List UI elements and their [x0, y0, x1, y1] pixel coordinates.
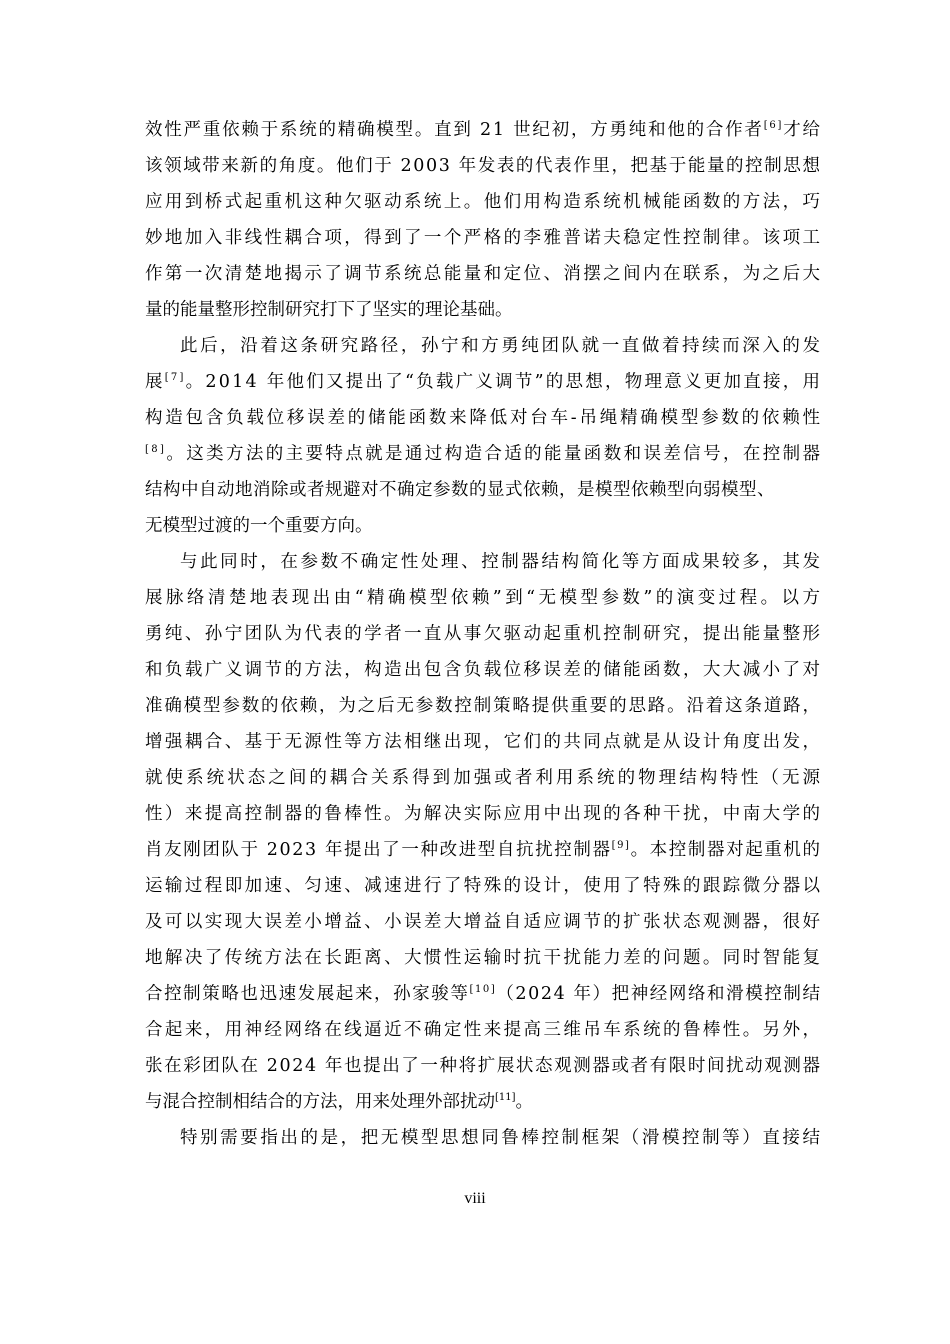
- text-run: 准确模型参数的依赖，为之后无参数控制策略提供重要的思路。沿着这条道路，: [145, 696, 822, 716]
- text-run: 张在彩团队在 2024 年也提出了一种将扩展状态观测器或者有限时间扰动观测器: [145, 1056, 822, 1076]
- text-line: [145, 436, 823, 472]
- text-run: 才给: [783, 120, 822, 140]
- text-line: [145, 832, 820, 868]
- text-run: 性）来提高控制器的鲁棒性。为解决实际应用中出现的各种干扰，中南大学的: [145, 804, 823, 824]
- text-line: [145, 688, 820, 724]
- line-text: [145, 580, 823, 616]
- text-line: [145, 652, 823, 688]
- paragraph: [145, 544, 824, 1120]
- text-line: [145, 112, 820, 148]
- text-run: 效性严重依赖于系统的精确模型。直到 21 世纪初，方勇纯和他的合作者: [145, 120, 764, 140]
- text-run: 展脉络清楚地表现出由“精确模型依赖”到“无模型参数”的演变过程。以方: [145, 588, 824, 608]
- text-line: [145, 616, 823, 652]
- text-line: [145, 1120, 823, 1156]
- text-run: 。2014 年他们又提出了“负载广义调节”的思想，物理意义更加直接，用: [185, 372, 823, 392]
- line-text: [145, 904, 822, 940]
- text-run: 勇纯、孙宁团队为代表的学者一直从事欠驱动起重机控制研究，提出能量整形: [145, 624, 823, 644]
- line-text: [145, 652, 822, 688]
- line-text: [145, 220, 822, 256]
- text-line: [145, 472, 820, 508]
- text-line: [145, 256, 823, 292]
- line-text: [145, 724, 822, 760]
- text-run: 增强耦合、基于无源性等方法相继出现，它们的共同点就是从设计角度出发，: [145, 732, 823, 752]
- text-run: 与此同时，在参数不确定性处理、控制器结构简化等方面成果较多，其发: [180, 552, 823, 572]
- text-run: 和负载广义调节的方法，构造出包含负载位移误差的储能函数，大大减小了对: [145, 660, 823, 680]
- text-line: [145, 868, 823, 904]
- citation-reference[interactable]: [7]: [164, 372, 186, 383]
- line-text: [145, 976, 822, 1012]
- paragraph: [145, 328, 823, 544]
- line-text: [145, 688, 822, 724]
- line-text: [145, 760, 823, 796]
- line-text: [180, 1120, 823, 1156]
- text-run: 就使系统状态之间的耦合关系得到加强或者利用系统的物理结构特性（无源: [145, 768, 824, 788]
- text-run: 合起来，用神经网络在线逼近不确定性来提高三维吊车系统的鲁棒性。另外，: [145, 1020, 823, 1040]
- text-line: [145, 904, 823, 940]
- text-line: [145, 1048, 820, 1084]
- text-run: 作第一次清楚地揭示了调节系统总能量和定位、消摆之间内在联系，为之后大: [145, 264, 823, 284]
- line-text: [180, 544, 823, 580]
- text-line: [145, 400, 823, 436]
- line-text: [145, 472, 775, 508]
- citation-reference[interactable]: [9]: [611, 840, 631, 851]
- line-text: [180, 328, 823, 364]
- line-text: [145, 616, 822, 652]
- text-run: 结构中自动地消除或者规避对不确定参数的显式依赖，是模型依赖型向弱模型、: [145, 480, 775, 500]
- text-run: 与混合控制相结合的方法，用来处理外部扰动: [145, 1092, 495, 1112]
- line-text: [145, 300, 513, 320]
- text-run: 量的能量整形控制研究打下了坚实的理论基础。: [145, 300, 513, 320]
- text-line: [145, 796, 823, 832]
- citation-reference[interactable]: [10]: [469, 984, 497, 995]
- line-text: [145, 868, 822, 904]
- text-run: 。: [515, 1092, 534, 1112]
- line-text: [145, 256, 822, 292]
- text-run: 该领域带来新的角度。他们于 2003 年发表的代表作里，把基于能量的控制思想: [145, 156, 822, 176]
- text-line: [145, 292, 820, 328]
- text-run: 构造包含负载位移误差的储能函数来降低对台车-吊绳精确模型参数的依赖性: [145, 408, 823, 428]
- paragraph: [145, 1120, 823, 1156]
- text-line: [145, 940, 823, 976]
- text-run: 妙地加入非线性耦合项，得到了一个严格的李雅普诺夫稳定性控制律。该项工: [145, 228, 823, 248]
- page-body: [145, 112, 824, 1156]
- text-line: [145, 724, 823, 760]
- page-number: viii: [464, 1190, 486, 1207]
- line-text: [145, 184, 822, 220]
- text-run: 运输过程即加速、匀速、减速进行了特殊的设计，使用了特殊的跟踪微分器以: [145, 876, 823, 896]
- text-run: 此后，沿着这条研究路径，孙宁和方勇纯团队就一直做着持续而深入的发: [180, 336, 823, 356]
- line-text: [145, 148, 822, 184]
- text-line: [145, 220, 823, 256]
- text-run: （2024 年）把神经网络和滑模控制结: [496, 984, 822, 1004]
- text-line: [145, 184, 823, 220]
- text-line: [145, 508, 820, 544]
- text-line: [145, 148, 820, 184]
- line-text: [145, 940, 822, 976]
- line-text: [145, 364, 822, 400]
- text-run: 。这类方法的主要特点就是通过构造合适的能量函数和误差信号，在控制器: [166, 444, 823, 464]
- line-text: [145, 400, 823, 436]
- text-line: [145, 364, 823, 400]
- citation-reference[interactable]: [11]: [495, 1092, 516, 1103]
- paragraph: [145, 112, 823, 328]
- citation-reference[interactable]: [8]: [145, 444, 167, 455]
- text-run: 特别需要指出的是，把无模型思想同鲁棒控制框架（滑模控制等）直接结: [180, 1128, 823, 1148]
- line-text: [145, 1048, 822, 1084]
- text-run: 无模型过渡的一个重要方向。: [145, 516, 373, 536]
- text-run: 展: [145, 372, 165, 392]
- text-run: 。本控制器对起重机的: [630, 840, 822, 860]
- line-text: [145, 796, 822, 832]
- line-text: [145, 832, 822, 868]
- text-line: [145, 328, 823, 364]
- text-run: 肖友刚团队于 2023 年提出了一种改进型自抗扰控制器: [145, 840, 612, 860]
- text-run: 应用到桥式起重机这种欠驱动系统上。他们用构造系统机械能函数的方法，巧: [145, 192, 823, 212]
- line-text: [145, 1012, 822, 1048]
- text-run: 地解决了传统方法在长距离、大惯性运输时抗干扰能力差的问题。同时智能复: [145, 948, 823, 968]
- text-run: 及可以实现大误差小增益、小误差大增益自适应调节的扩张状态观测器，很好: [145, 912, 823, 932]
- text-line: [145, 976, 820, 1012]
- line-text: [145, 112, 822, 148]
- text-line: [145, 1012, 823, 1048]
- line-text: [145, 436, 822, 472]
- text-line: [145, 580, 824, 616]
- text-run: 合控制策略也迅速发展起来，孙家骏等: [145, 984, 470, 1004]
- text-line: [145, 1084, 820, 1120]
- line-text: [145, 1092, 533, 1112]
- text-line: [145, 760, 824, 796]
- citation-reference[interactable]: [6]: [763, 120, 784, 131]
- line-text: [145, 516, 373, 536]
- text-line: [145, 544, 823, 580]
